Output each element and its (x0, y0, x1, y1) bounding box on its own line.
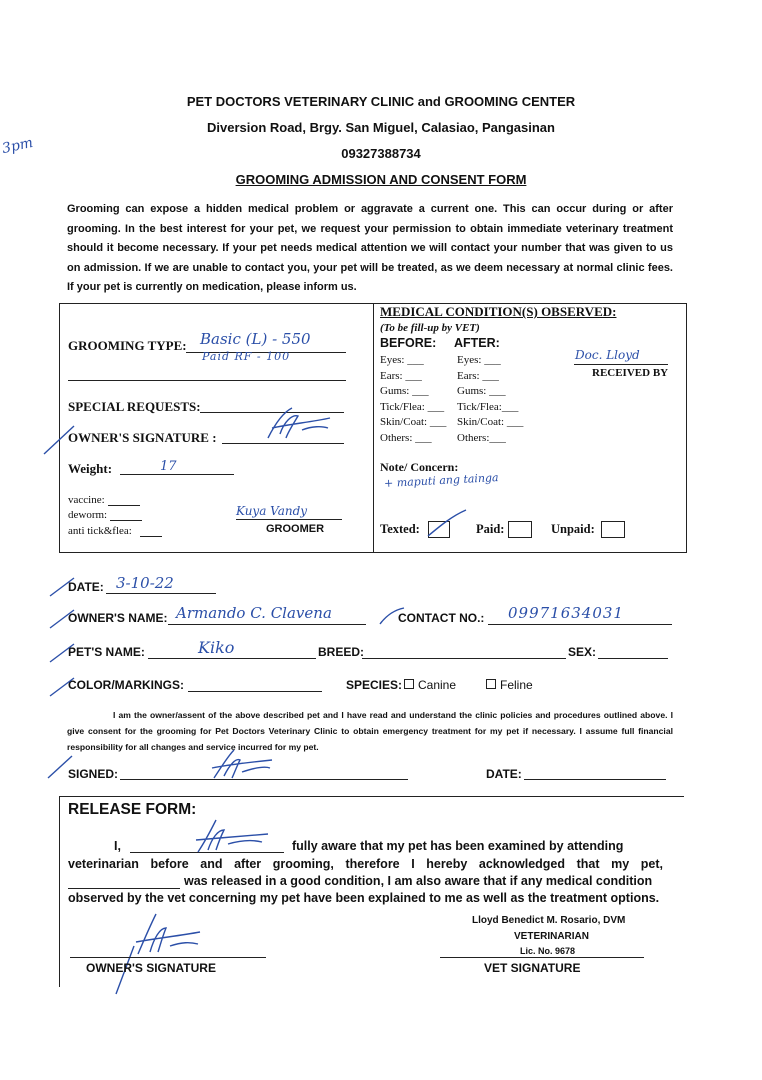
signed-signature-scribble (206, 748, 276, 782)
before-item: Skin/Coat: ___ (380, 416, 447, 429)
before-item: Others: ___ (380, 431, 432, 444)
date-value: 3-10-22 (116, 574, 174, 592)
sex-line[interactable] (598, 658, 668, 659)
before-item: Gums: ___ (380, 385, 429, 398)
species-label: SPECIES: (346, 678, 403, 692)
vet-signature-line[interactable] (440, 957, 644, 958)
check-mark-6 (48, 672, 78, 702)
grooming-type-label: GROOMING TYPE: (68, 338, 187, 353)
species-feline-option[interactable] (486, 678, 533, 692)
weight-line[interactable] (120, 474, 234, 475)
release-line3: was released in a good condition, I am also aware that if any medical condition (184, 874, 653, 888)
received-by-line[interactable] (574, 364, 668, 365)
canine-checkbox[interactable] (404, 679, 414, 689)
release-pet-line[interactable] (68, 888, 180, 889)
check-mark-5 (48, 638, 78, 668)
vaccine-label: vaccine: (68, 494, 105, 506)
groomer-line[interactable] (236, 519, 342, 520)
color-markings-label: COLOR/MARKINGS: (68, 678, 184, 692)
deworm-line[interactable] (110, 520, 142, 521)
sex-label: SEX: (568, 645, 597, 659)
contact-label: CONTACT NO.: (398, 611, 485, 625)
groomer-name: Kuya Vandy (236, 504, 308, 518)
before-item: Ears: ___ (380, 369, 422, 382)
grooming-type-value-1: Basic (L) - 550 (200, 330, 311, 348)
before-item: Tick/Flea: ___ (380, 400, 445, 413)
after-item: Others:___ (457, 431, 506, 444)
contact-value: 09971634031 (508, 604, 624, 622)
canine-label: Canine (418, 678, 457, 692)
margin-note: 3pm (0, 134, 35, 158)
anti-tick-line[interactable] (140, 536, 162, 537)
pet-name-line[interactable] (148, 658, 316, 659)
intro-paragraph: Grooming can expose a hidden medical problem or aggravate a current one. This can occur during or after grooming. In the best interest for your pet, we request your permission to obtain immediate veterinary treatment should it become necessary. If your pet needs medical attention we will contact your number that was given to us on admission. If we are unable to contact you, your pet will be treated, as we deem necessary at normal clinic fees. If your pet is currently on medication, please inform us. (67, 203, 673, 293)
special-requests-label: SPECIAL REQUESTS: (68, 399, 201, 414)
after-item: Eyes: ___ (457, 354, 501, 366)
date-label: DATE: (68, 580, 104, 594)
vet-signature-label: VET SIGNATURE (484, 961, 581, 975)
check-mark-4 (378, 606, 408, 630)
breed-line[interactable] (362, 658, 566, 659)
release-owner-signature (130, 912, 202, 958)
release-owner-signature-line[interactable] (70, 957, 266, 958)
signed-label: SIGNED: (68, 767, 119, 781)
feline-label: Feline (500, 678, 533, 692)
paid-label: Paid: (476, 522, 505, 536)
check-mark-1 (40, 420, 80, 460)
before-item: Eyes: ___ (380, 354, 424, 366)
grooming-type-value-2: Paid RF - 100 (202, 350, 291, 363)
release-title: RELEASE FORM: (68, 801, 197, 818)
medical-title: MEDICAL CONDITION(S) OBSERVED: (380, 304, 617, 319)
grooming-type-line-2[interactable] (68, 380, 346, 381)
species-canine-option[interactable] (404, 678, 456, 692)
unpaid-label: Unpaid: (551, 522, 595, 536)
release-owner-signature-label: OWNER'S SIGNATURE (86, 961, 216, 975)
owner-name-label: OWNER'S NAME: (68, 611, 168, 625)
note-label: Note/ Concern: (380, 460, 459, 474)
vet-stamp-title: VETERINARIAN (514, 931, 590, 942)
deworm-label: deworm: (68, 509, 108, 521)
pet-name-value: Kiko (198, 638, 235, 657)
clinic-name: PET DOCTORS VETERINARY CLINIC and GROOMING CENTER (186, 94, 576, 109)
after-item: Gums: ___ (457, 385, 506, 398)
contact-line[interactable] (488, 624, 672, 625)
after-item: Skin/Coat: ___ (457, 416, 524, 429)
clinic-address: Diversion Road, Brgy. San Miguel, Calasiao, Pangasinan (207, 120, 555, 135)
before-list (380, 353, 446, 447)
anti-tick-label: anti tick&flea: (68, 525, 132, 537)
received-by-value: Doc. Lloyd (575, 348, 640, 362)
panel-divider (373, 303, 374, 553)
release-line2: veterinarian before and after grooming, therefore I hereby acknowledged that my pet, (68, 857, 663, 871)
check-mark-7 (46, 752, 76, 782)
vaccine-line[interactable] (108, 505, 140, 506)
texted-check-mark (424, 508, 470, 540)
note-value: + maputi ang tainga (383, 471, 499, 490)
release-name-signature (190, 818, 272, 856)
feline-checkbox[interactable] (486, 679, 496, 689)
vet-stamp-name: Lloyd Benedict M. Rosario, DVM (472, 915, 626, 926)
weight-label: Weight: (68, 461, 113, 476)
received-by-label: RECEIVED BY (592, 367, 669, 379)
release-i-label: I, (114, 839, 121, 853)
pet-name-label: PET'S NAME: (68, 645, 145, 659)
date2-label: DATE: (486, 767, 522, 781)
release-line1: fully aware that my pet has been examined by attending (292, 839, 624, 853)
after-item: Tick/Flea:___ (457, 400, 519, 413)
after-item: Ears: ___ (457, 369, 499, 382)
unpaid-checkbox[interactable] (601, 521, 625, 538)
check-mark-2 (48, 572, 78, 602)
owner-name-line[interactable] (168, 624, 366, 625)
color-markings-line[interactable] (188, 691, 322, 692)
date2-line[interactable] (524, 779, 666, 780)
check-mark-3 (48, 604, 78, 634)
texted-label: Texted: (380, 522, 420, 536)
vet-stamp-license: Lic. No. 9678 (520, 946, 576, 956)
owner-name-value: Armando C. Clavena (176, 604, 332, 622)
groomer-label: GROOMER (266, 523, 325, 535)
weight-value: 17 (160, 459, 177, 474)
after-list (457, 353, 523, 447)
after-label: AFTER: (454, 336, 500, 350)
paid-checkbox[interactable] (508, 521, 532, 538)
clinic-phone: 09327388734 (341, 146, 421, 161)
owner-signature-scribble (262, 404, 334, 444)
owner-signature-label: OWNER'S SIGNATURE : (68, 430, 217, 445)
form-title: GROOMING ADMISSION AND CONSENT FORM (235, 172, 527, 187)
release-line4: observed by the vet concerning my pet have been explained to me as well as the treatment options. (68, 891, 660, 905)
medical-subtitle: (To be fill-up by VET) (380, 322, 480, 334)
date-line[interactable] (106, 593, 216, 594)
breed-label: BREED: (318, 645, 365, 659)
consent-paragraph: I am the owner/assent of the above described pet and I have read and understand the clinic policies and procedures outlined above. I give consent for the grooming for Pet Doctors Veterinary Clinic to obtain emergency treatment for my pet if necessary. I assume full financial responsibility for all changes and service incurred for my pet. (67, 710, 673, 752)
before-label: BEFORE: (380, 336, 437, 350)
